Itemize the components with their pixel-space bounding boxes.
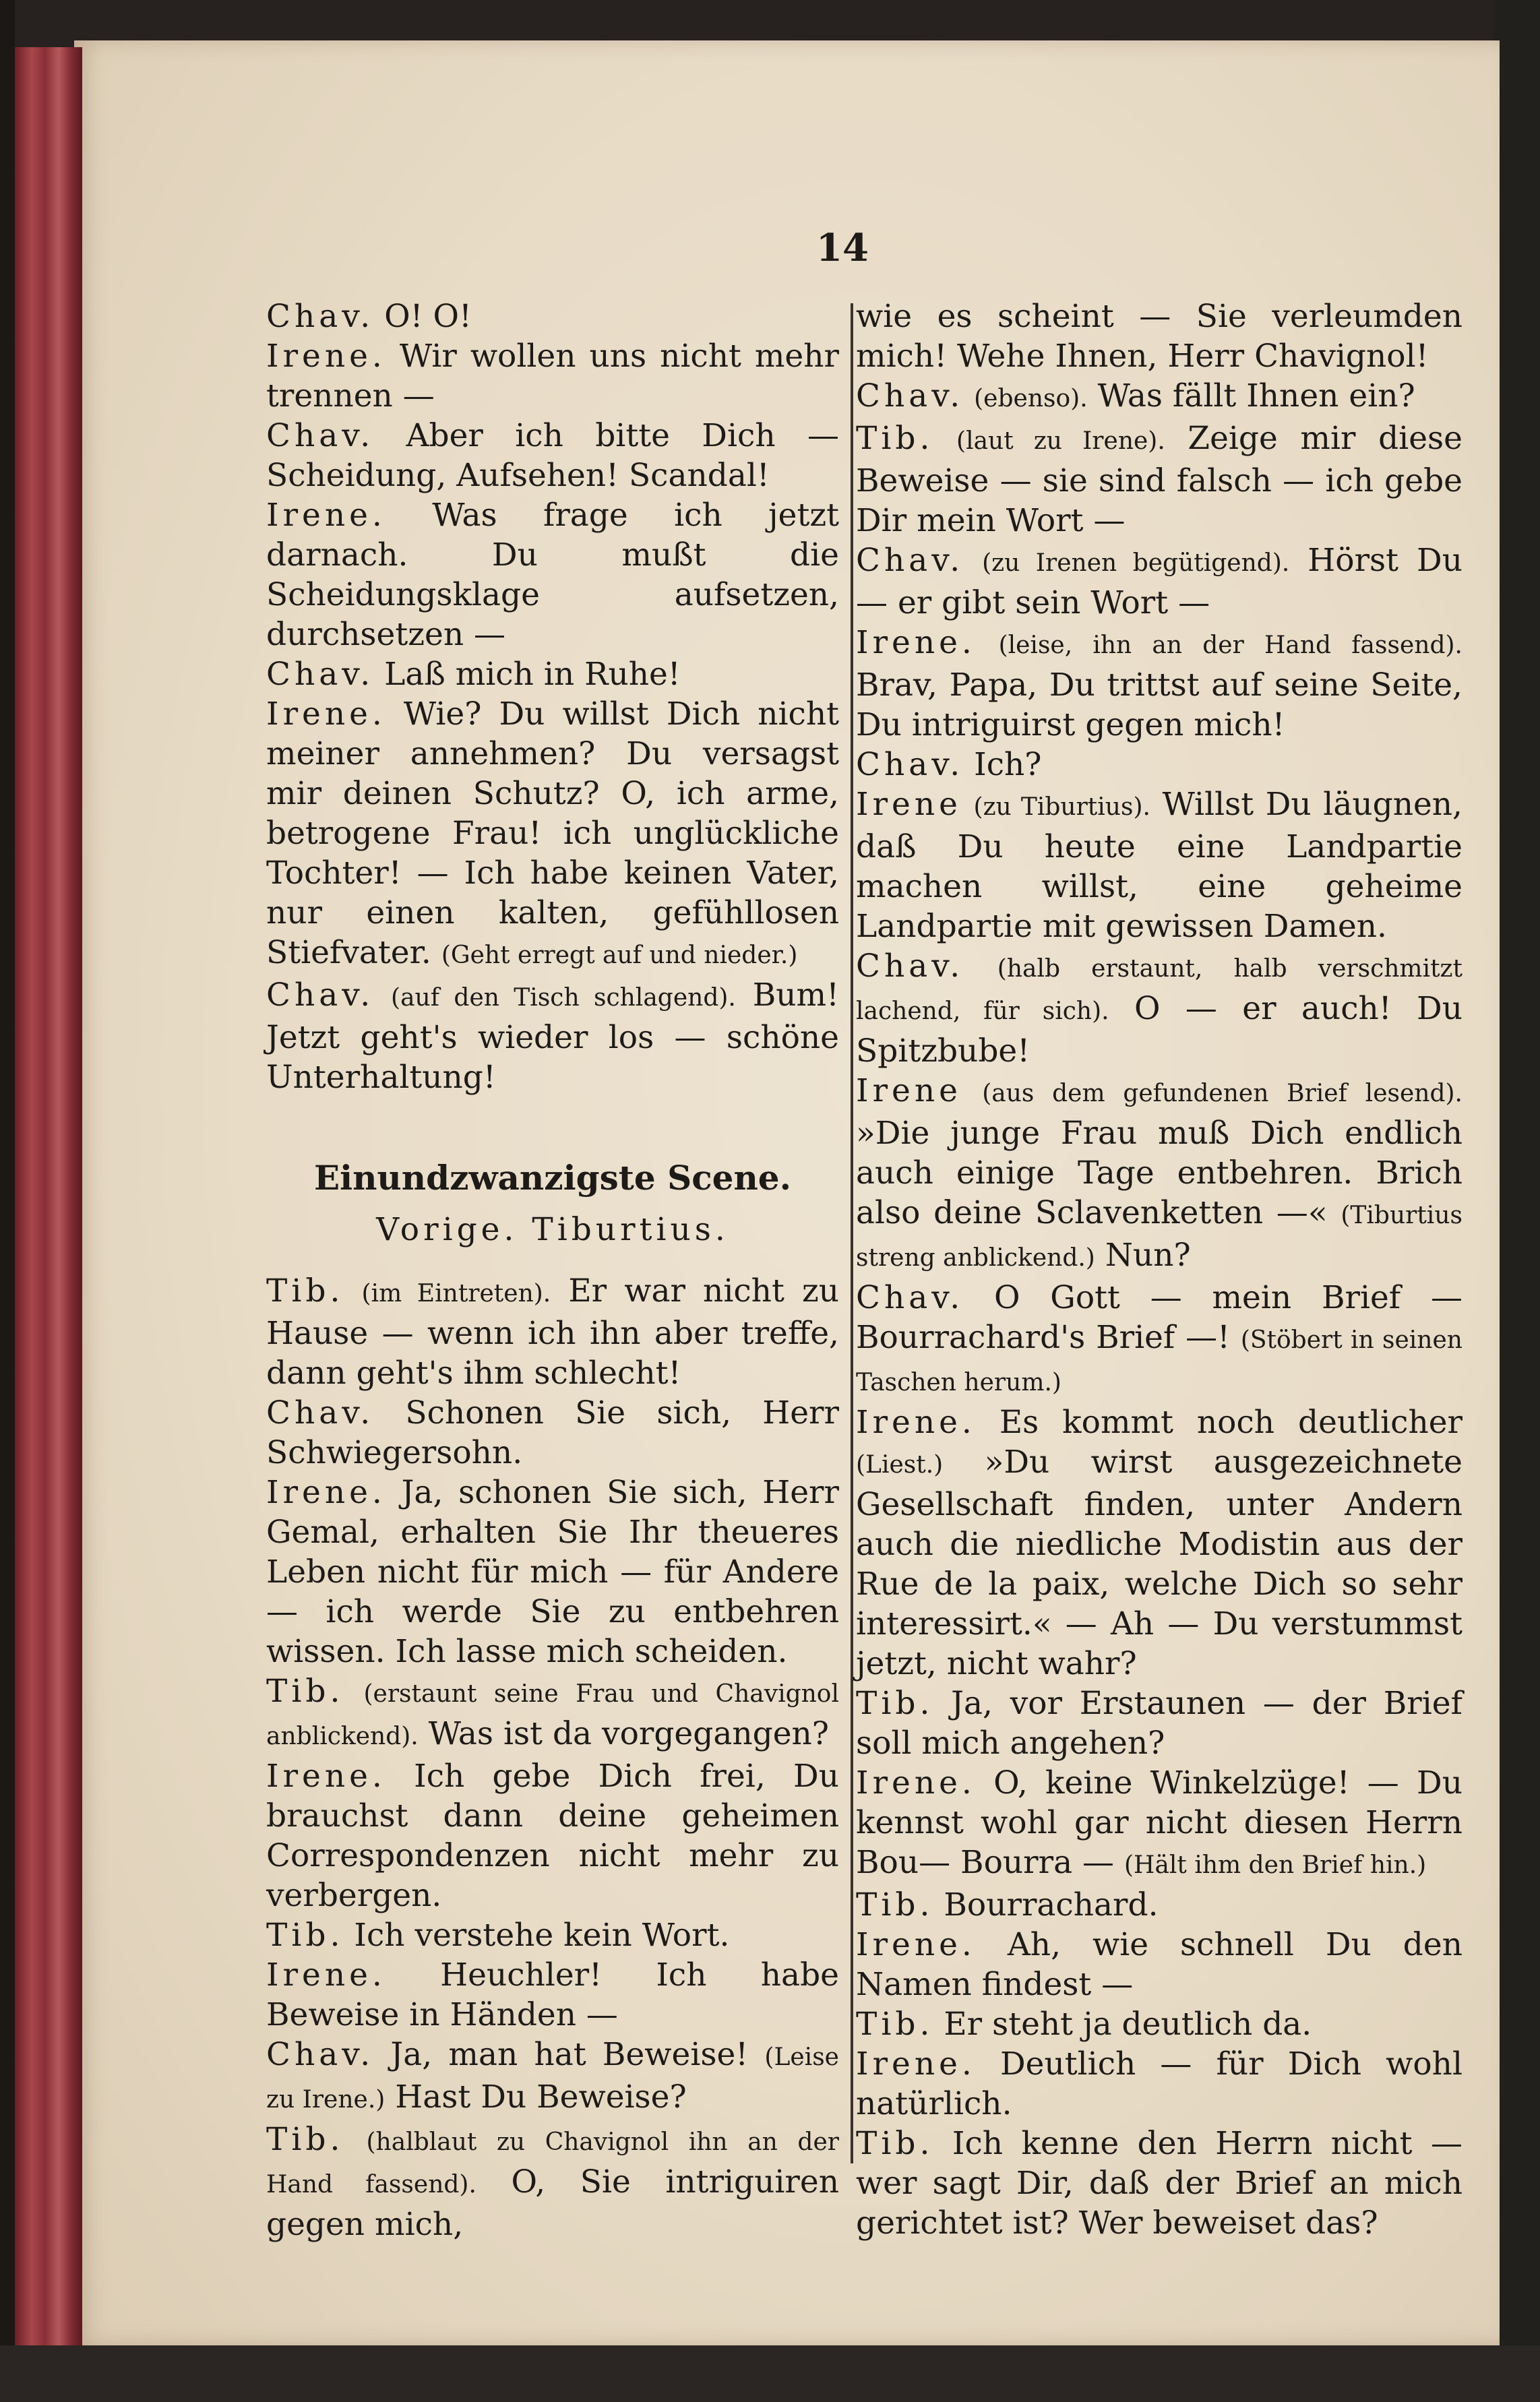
stage-direction: (erstaunt seine Frau und Chavignol anblickend). (266, 1680, 839, 1750)
dialogue-line: Tib. (im Eintreten). Er war nicht zu Hause — wenn ich ihn aber treffe, dann geht's ihm schlecht! (266, 1272, 839, 1392)
dialogue-line: Irene. Wie? Du willst Dich nicht meiner annehmen? Du versagst mir deinen Schutz? O, ich arme, betrogene Frau! ich unglückliche Tochter! — Ich habe keinen Vater, nur einen kalten, gefühllosen Stiefvater. (Geht erregt auf und nieder.) (266, 696, 839, 971)
dialogue-line: Chav. (zu Irenen begütigend). Hörst Du — er gibt sein Wort — (856, 542, 1462, 621)
page-number: 14 (816, 226, 869, 270)
stage-direction: (leise, ihn an der Hand fassend). (998, 632, 1462, 659)
dialogue-line: Chav. Ich? (856, 746, 1042, 783)
stage-direction: (halb erstaunt, halb verschmitzt lachend, für sich). (856, 955, 1462, 1025)
dialogue-line: Irene. Ich gebe Dich frei, Du brauchst dann deine geheimen Correspondenzen nicht mehr zu verbergen. (266, 1758, 839, 1914)
stage-direction: (zu Tiburtius). (973, 793, 1150, 821)
scene-persons: Vorige. Tiburtius. (376, 1211, 729, 1248)
dialogue-line: Chav. Schonen Sie sich, Herr Schwiegersohn. (266, 1394, 839, 1471)
dialogue-line: Tib. (erstaunt seine Frau und Chavignol anblickend). Was ist da vorgegangen? (266, 1673, 839, 1752)
dialogue-line: Chav. (auf den Tisch schlagend). Bum! Jetzt geht's wieder los — schöne Unterhaltung! (266, 977, 839, 1096)
dialogue-line: Irene (aus dem gefundenen Brief lesend). »Die junge Frau muß Dich endlich auch einige Tage entbehren. Brich also deine Sclavenketten —« (Tiburtius streng anblickend.) Nun? (856, 1072, 1462, 1274)
dialogue-line: Tib. Ich kenne den Herrn nicht — wer sagt Dir, daß der Brief an mich gerichtet ist? Wer beweiset das? (856, 2125, 1462, 2242)
stage-direction: (laut zu Irene). (956, 427, 1165, 455)
right-column (856, 297, 1462, 2243)
dialogue-line: Tib. Ja, vor Erstaunen — der Brief soll mich angehen? (856, 1685, 1462, 1762)
bottom-border (0, 2345, 1540, 2402)
stage-direction: (Tiburtius streng anblickend.) (856, 1202, 1462, 1272)
dialogue-line: Tib. Er steht ja deutlich da. (856, 2006, 1312, 2043)
left-column (266, 297, 839, 2244)
stage-direction: (Geht erregt auf und nieder.) (441, 942, 798, 969)
dialogue-line: Tib. (laut zu Irene). Zeige mir diese Beweise — sie sind falsch — ich gebe Dir mein Wort — (856, 420, 1462, 539)
dialogue-line: Chav. Laß mich in Ruhe! (266, 656, 681, 693)
dialogue-line: Tib. Ich verstehe kein Wort. (266, 1917, 730, 1954)
column-divider (851, 303, 853, 2163)
dialogue-line: Irene. Ja, schonen Sie sich, Herr Gemal, erhalten Sie Ihr theueres Leben nicht für mich — für Andere — ich werde Sie zu entbehren wissen. Ich lasse mich scheiden. (266, 1474, 839, 1670)
dialogue-line: Irene. Heuchler! Ich habe Beweise in Händen — (266, 1957, 839, 2033)
stage-direction: (Liest.) (856, 1451, 944, 1479)
stage-direction: (halblaut zu Chavignol ihn an der Hand fassend). (266, 2128, 839, 2198)
binding-spine (0, 0, 15, 2402)
dialogue-line: Chav. Aber ich bitte Dich — Scheidung, Aufsehen! Scandal! (266, 417, 839, 494)
dialogue-line: Chav. Ja, man hat Beweise! (Leise zu Irene.) Hast Du Beweise? (266, 2036, 839, 2116)
dialogue-line: Chav. O Gott — mein Brief — Bourrachard's Brief —! (Stöbert in seinen Taschen herum.) (856, 1279, 1462, 1396)
stage-direction: (aus dem gefundenen Brief lesend). (982, 1080, 1462, 1107)
stage-direction: (Hält ihm den Brief hin.) (1124, 1851, 1427, 1879)
dialogue-line: Irene. (leise, ihn an der Hand fassend). Brav, Papa, Du trittst auf seine Seite, Du intriguirst gegen mich! (856, 624, 1462, 743)
red-page-edges (15, 47, 82, 2345)
dialogue-line: Tib. (halblaut zu Chavignol ihn an der Hand fassend). O, Sie intriguiren gegen mich, (266, 2121, 839, 2243)
stage-direction: (im Eintreten). (361, 1280, 551, 1307)
stage-direction: (auf den Tisch schlagend). (391, 984, 736, 1012)
stage-direction: (Stöbert in seinen Taschen herum.) (856, 1326, 1462, 1396)
dialogue-line: Chav. O! O! (266, 298, 472, 335)
scene-title: Einundzwanzigste Scene. (313, 1158, 792, 1198)
dialogue-line: Irene. Deutlich — für Dich wohl natürlich. (856, 2045, 1462, 2122)
dialogue-line: Irene. Wir wollen uns nicht mehr trennen — (266, 338, 839, 414)
stage-direction: (Leise zu Irene.) (266, 2043, 839, 2114)
dialogue-line: Chav. (ebenso). Was fällt Ihnen ein? (856, 377, 1415, 414)
dialogue-line: wie es scheint — Sie verleumden mich! Wehe Ihnen, Herr Chavignol! (856, 298, 1462, 375)
right-border (1493, 0, 1540, 2402)
dialogue-line: Irene (zu Tiburtius). Willst Du läugnen, daß Du heute eine Landpartie machen willst, eine geheime Landpartie mit gewissen Damen. (856, 786, 1463, 945)
dialogue-line: Irene. Was frage ich jetzt darnach. Du mußt die Scheidungsklage aufsetzen, durchsetzen — (266, 497, 839, 653)
dialogue-line: Chav. (halb erstaunt, halb verschmitzt lachend, für sich). O — er auch! Du Spitzbube! (856, 948, 1463, 1070)
dialogue-line: Irene. O, keine Winkelzüge! — Du kennst wohl gar nicht diesen Herrn Bou— Bourra — (Hält ihm den Brief hin.) (856, 1764, 1462, 1881)
dialogue-line: Tib. Bourrachard. (856, 1886, 1159, 1923)
dialogue-line: Irene. Es kommt noch deutlicher (Liest.) »Du wirst ausgezeichnete Gesellschaft finden, unter Andern auch die niedliche Modistin aus der Rue de la paix, welche Dich so sehr interessirt.« — Ah — Du verstummst jetzt, nicht wahr? (856, 1404, 1462, 1682)
dialogue-line: Irene. Ah, wie schnell Du den Namen findest — (856, 1926, 1462, 2003)
stage-direction: (ebenso). (974, 385, 1088, 412)
stage-direction: (zu Irenen begütigend). (982, 549, 1290, 577)
